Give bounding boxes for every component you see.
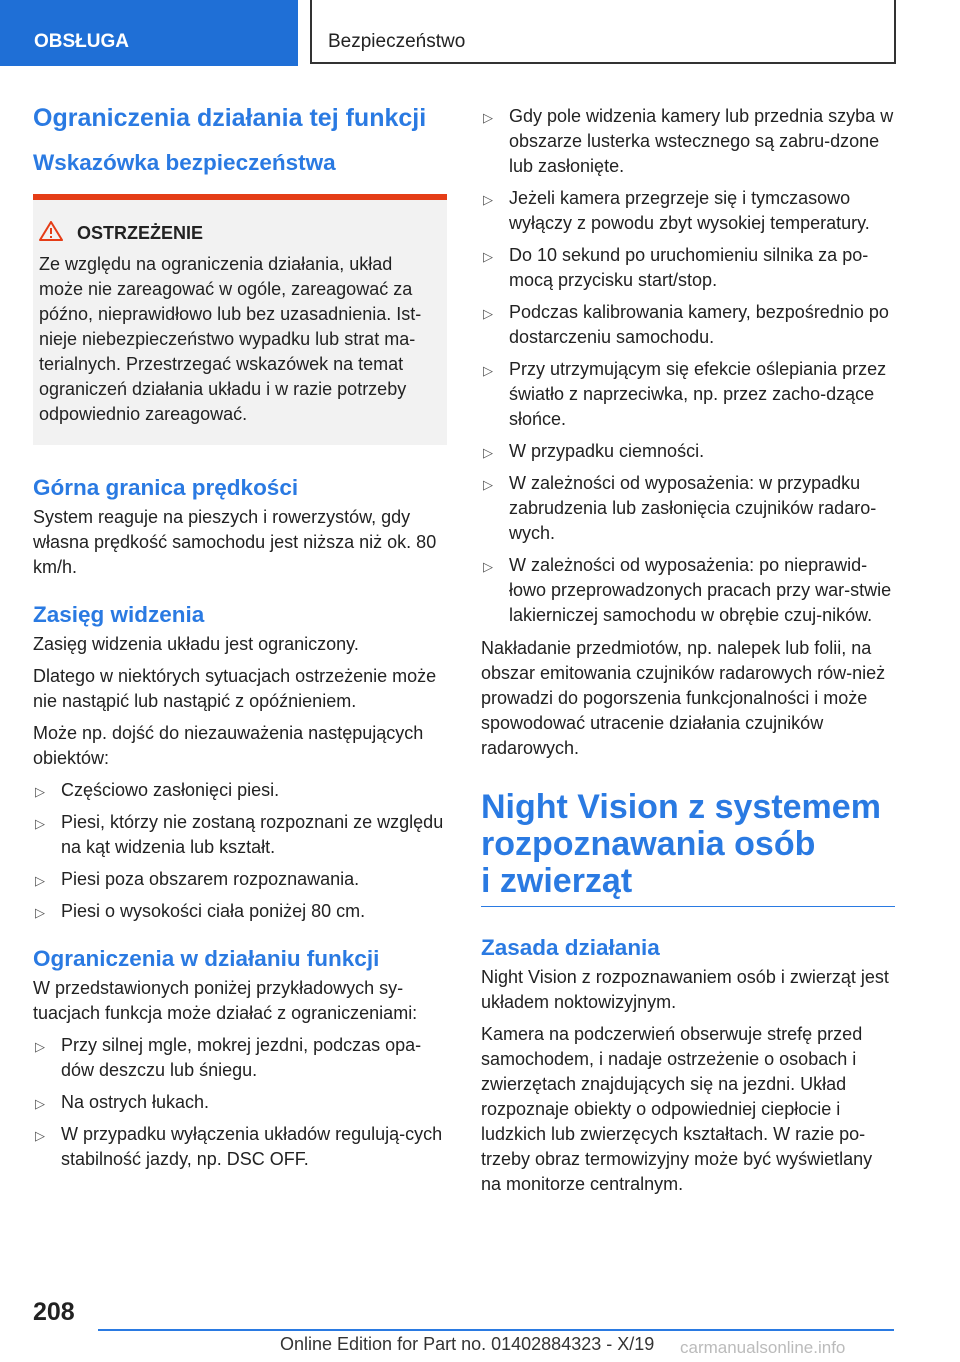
list-item: ▷ Gdy pole widzenia kamery lub przednia szyba w obszarze lusterka wstecznego są zabru-dzone lub zasłonięte. xyxy=(483,106,894,176)
range-heading: Zasięg widzenia xyxy=(33,602,205,627)
range-p2: Dlatego w niektórych sytuacjach ostrzeżenie może nie nastąpić lub nastąpić z opóźnieniem. xyxy=(33,666,437,711)
speed-text: System reaguje na pieszych i rowerzystów, gdy własna prędkość samochodu jest niższa niż ok. 80 km/h. xyxy=(33,507,437,577)
triangle-bullet-icon: ▷ xyxy=(35,1096,45,1111)
speed-heading: Górna granica prędkości xyxy=(33,475,299,500)
triangle-bullet-icon: ▷ xyxy=(483,559,493,574)
range-list xyxy=(33,778,447,924)
triangle-bullet-icon: ▷ xyxy=(35,873,45,888)
list-item: ▷ W przypadku wyłączenia układów regulują-cych stabilność jazdy, np. DSC OFF. xyxy=(35,1124,443,1169)
night-vision-title: Night Vision z systemem rozpoznawania osób i zwierząt xyxy=(481,789,895,907)
triangle-bullet-icon: ▷ xyxy=(35,1128,45,1143)
range-p3: Może np. dojść do niezauważenia następujących obiektów: xyxy=(33,723,424,768)
radar-paragraph: Nakładanie przedmiotów, np. nalepek lub folii, na obszar emitowania czujników radarowych rów-nież prowadzi do pogorszenia funkcjonalności i może spowodować utracenie działania czujników radarowych. xyxy=(481,638,886,758)
list-item: ▷ W zależności od wyposażenia: po nieprawid-łowo przeprowadzonych pracach przy war-stwie lakierniczej samochodu w obrębie czuj-ników. xyxy=(483,555,892,625)
conditions-list xyxy=(481,104,895,628)
chapter-header: Bezpieczeństwo xyxy=(310,0,896,64)
list-item: ▷ Przy utrzymującym się efekcie oślepiania przez światło z naprzeciwka, np. przez zacho-dzące słońce. xyxy=(483,359,887,429)
triangle-bullet-icon: ▷ xyxy=(483,477,493,492)
warning-title-row xyxy=(39,220,439,246)
warning-triangle-icon xyxy=(39,221,63,241)
list-item: ▷ Częściowo zasłonięci piesi. xyxy=(33,778,447,803)
triangle-bullet-icon: ▷ xyxy=(35,1039,45,1054)
principle-p1: Night Vision z rozpoznawaniem osób i zwierząt jest układem noktowizyjnym. xyxy=(481,967,889,1012)
limits-list xyxy=(33,1033,447,1172)
list-item: ▷ Piesi o wysokości ciała poniżej 80 cm. xyxy=(33,899,447,924)
triangle-bullet-icon: ▷ xyxy=(483,363,493,378)
triangle-bullet-icon: ▷ xyxy=(483,110,493,125)
edition-text: Online Edition for Part no. 01402884323 - X/19 xyxy=(280,1334,655,1354)
watermark-text: carmanualsonline.info xyxy=(680,1338,846,1357)
limits-text: W przedstawionych poniżej przykładowych sy-tuacjach funkcja może działać z ograniczeniami: xyxy=(33,978,418,1023)
range-p1: Zasięg widzenia układu jest ograniczony. xyxy=(33,634,359,654)
section-title: Ograniczenia działania tej funkcji xyxy=(33,104,427,132)
right-column xyxy=(481,104,895,1204)
list-item: ▷ W zależności od wyposażenia: w przypadku zabrudzenia lub zasłonięcia czujników radaro-wych. xyxy=(483,473,877,543)
list-item: ▷ Jeżeli kamera przegrzeje się i tymczasowo wyłączy z powodu zbyt wysokiej temperatury. xyxy=(483,188,870,233)
warning-text: Ze względu na ograniczenia działania, układ może nie zareagować w ogóle, zareagować za późno, nieprawidłowo lub bez uzasadnienia. Ist-nieje niebezpieczeństwo wypadku lub strat ma-terialnych. Przestrzegać wskazówek na temat ograniczeń działania układu i w razie potrzeby odpowiednio zareagować. xyxy=(39,254,422,424)
triangle-bullet-icon: ▷ xyxy=(483,249,493,264)
list-item: ▷ Piesi poza obszarem rozpoznawania. xyxy=(33,867,447,892)
page-number: 208 xyxy=(33,1298,75,1326)
principle-p2: Kamera na podczerwień obserwuje strefę przed samochodem, i nadaje ostrzeżenie o osobach i zwierzętach znajdujących się na jezdni. Układ rozpoznaje obiekty o odpowiedniej ciepłocie i ludzkich lub zwierzęcych kształtach. W razie po-trzeby obraz termowizyjny może być wyświetlany na monitorze centralnym. xyxy=(481,1024,873,1194)
triangle-bullet-icon: ▷ xyxy=(35,905,45,920)
list-item: ▷ Na ostrych łukach. xyxy=(33,1090,447,1115)
limits-heading: Ograniczenia w działaniu funkcji xyxy=(33,946,380,971)
principle-heading: Zasada działania xyxy=(481,935,660,960)
list-item: ▷ Podczas kalibrowania kamery, bezpośrednio po dostarczeniu samochodu. xyxy=(483,302,889,347)
list-item: ▷ Przy silnej mgle, mokrej jezdni, podczas opa-dów deszczu lub śniegu. xyxy=(35,1035,422,1080)
triangle-bullet-icon: ▷ xyxy=(35,784,45,799)
triangle-bullet-icon: ▷ xyxy=(483,445,493,460)
triangle-bullet-icon: ▷ xyxy=(35,816,45,831)
left-column xyxy=(33,100,447,1180)
list-item: ▷ Piesi, którzy nie zostaną rozpoznani ze względu na kąt widzenia lub kształt. xyxy=(35,812,444,857)
warning-box xyxy=(33,194,447,445)
safety-subtitle: Wskazówka bezpieczeństwa xyxy=(33,150,336,175)
triangle-bullet-icon: ▷ xyxy=(483,306,493,321)
footer-divider xyxy=(98,1329,894,1331)
triangle-bullet-icon: ▷ xyxy=(483,192,493,207)
warning-title: OSTRZEŻENIE xyxy=(77,223,204,243)
list-item: ▷ W przypadku ciemności. xyxy=(481,439,895,464)
section-tab: OBSŁUGA xyxy=(0,0,298,66)
list-item: ▷ Do 10 sekund po uruchomieniu silnika za po-mocą przycisku start/stop. xyxy=(483,245,869,290)
